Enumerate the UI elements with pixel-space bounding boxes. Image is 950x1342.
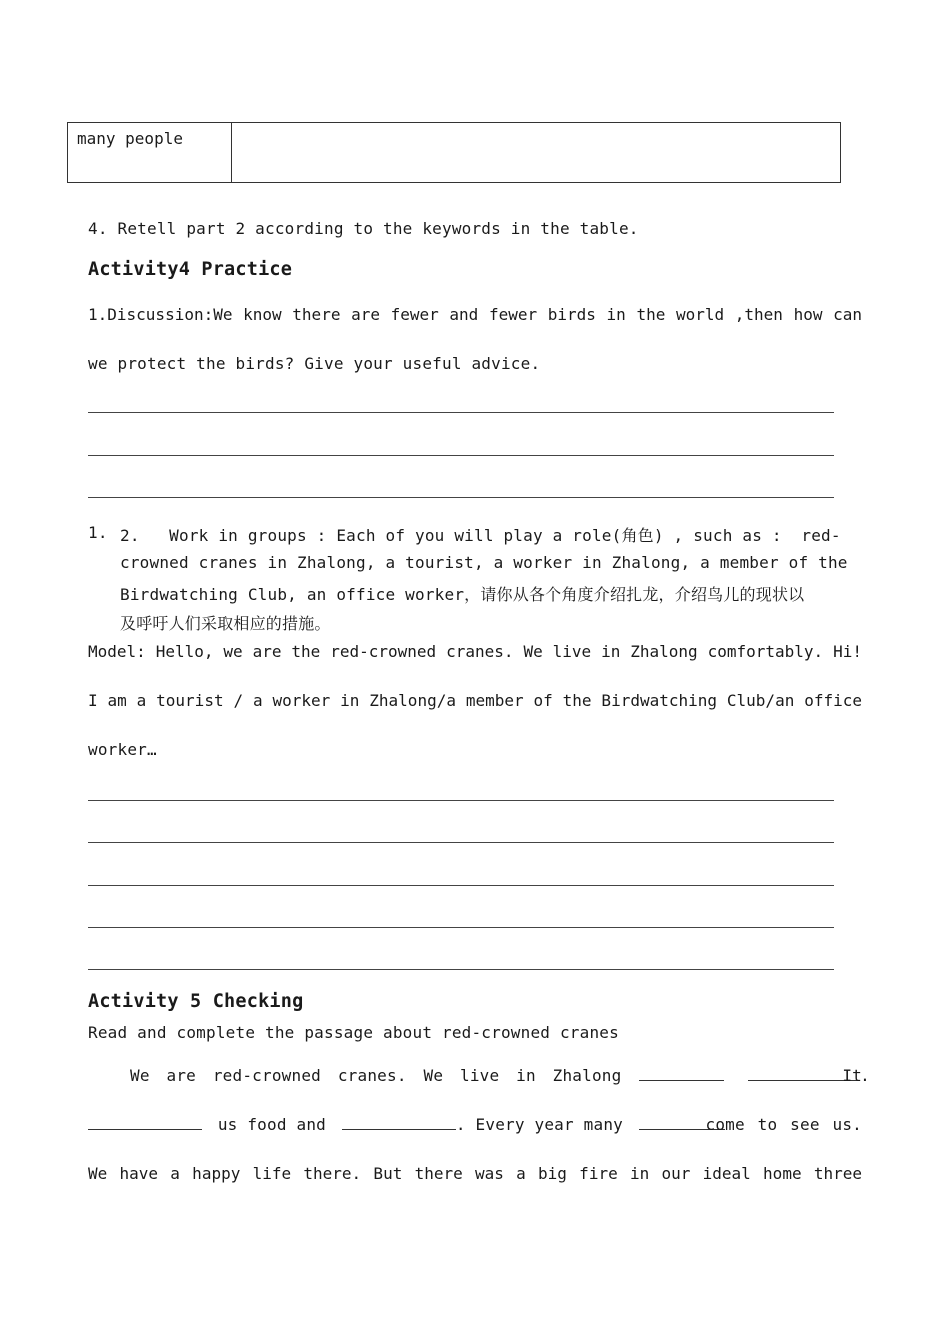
table-row [68, 123, 841, 183]
answer-line[interactable] [88, 497, 834, 498]
group-work-line4: 及呼吁人们采取相应的措施。 [120, 614, 331, 633]
group-work-line3: Birdwatching Club, an office worker，请你从各个角度介绍扎龙，介绍鸟儿的现状以 [120, 585, 805, 604]
passage-line1 [130, 1066, 871, 1085]
answer-line[interactable] [88, 969, 834, 970]
answer-line[interactable] [88, 927, 834, 928]
group-work-line2: crowned cranes in Zhalong, a tourist, a worker in Zhalong, a member of the [120, 553, 848, 572]
discussion-question-line1: 1.Discussion:We know there are fewer and fewer birds in the world ,then how can [88, 305, 862, 324]
blank-field[interactable] [639, 1066, 724, 1081]
answer-line[interactable] [88, 455, 834, 456]
list-number: 1. [88, 523, 108, 542]
table-cell-label: many people [68, 123, 232, 183]
discussion-question-line2: we protect the birds? Give your useful advice. [88, 354, 541, 373]
blank-field[interactable] [88, 1115, 202, 1130]
answer-line[interactable] [88, 800, 834, 801]
activity5-instruction: Read and complete the passage about red-crowned cranes [88, 1023, 619, 1042]
activity4-heading: Activity4 Practice [88, 259, 293, 280]
model-line3: worker… [88, 740, 157, 759]
answer-line[interactable] [88, 842, 834, 843]
passage-text: us food and [217, 1115, 327, 1134]
activity5-heading: Activity 5 Checking [88, 991, 304, 1012]
answer-line[interactable] [88, 412, 834, 413]
table-cell-value[interactable] [232, 123, 841, 183]
passage-text: We are red-crowned cranes. We live in Zhalong [130, 1066, 622, 1085]
passage-text: come to see us. [705, 1115, 862, 1134]
retell-instruction: 4. Retell part 2 according to the keywords in the table. [88, 219, 639, 238]
passage-line3: We have a happy life there. But there was a big fire in our ideal home three [88, 1164, 862, 1183]
answer-line[interactable] [88, 885, 834, 886]
passage-text: It [842, 1066, 862, 1085]
group-work-line1: 2. Work in groups : Each of you will play a role(角色) , such as : red- [120, 526, 841, 545]
model-line2: I am a tourist / a worker in Zhalong/a member of the Birdwatching Club/an office [88, 691, 862, 710]
passage-text: . Every year many [455, 1115, 624, 1134]
blank-field[interactable] [342, 1115, 456, 1130]
passage-text: . [860, 1066, 871, 1085]
model-line1: Model: Hello, we are the red-crowned cranes. We live in Zhalong comfortably. Hi! [88, 642, 862, 661]
keyword-table [67, 122, 841, 183]
passage-line2 [88, 1115, 862, 1134]
